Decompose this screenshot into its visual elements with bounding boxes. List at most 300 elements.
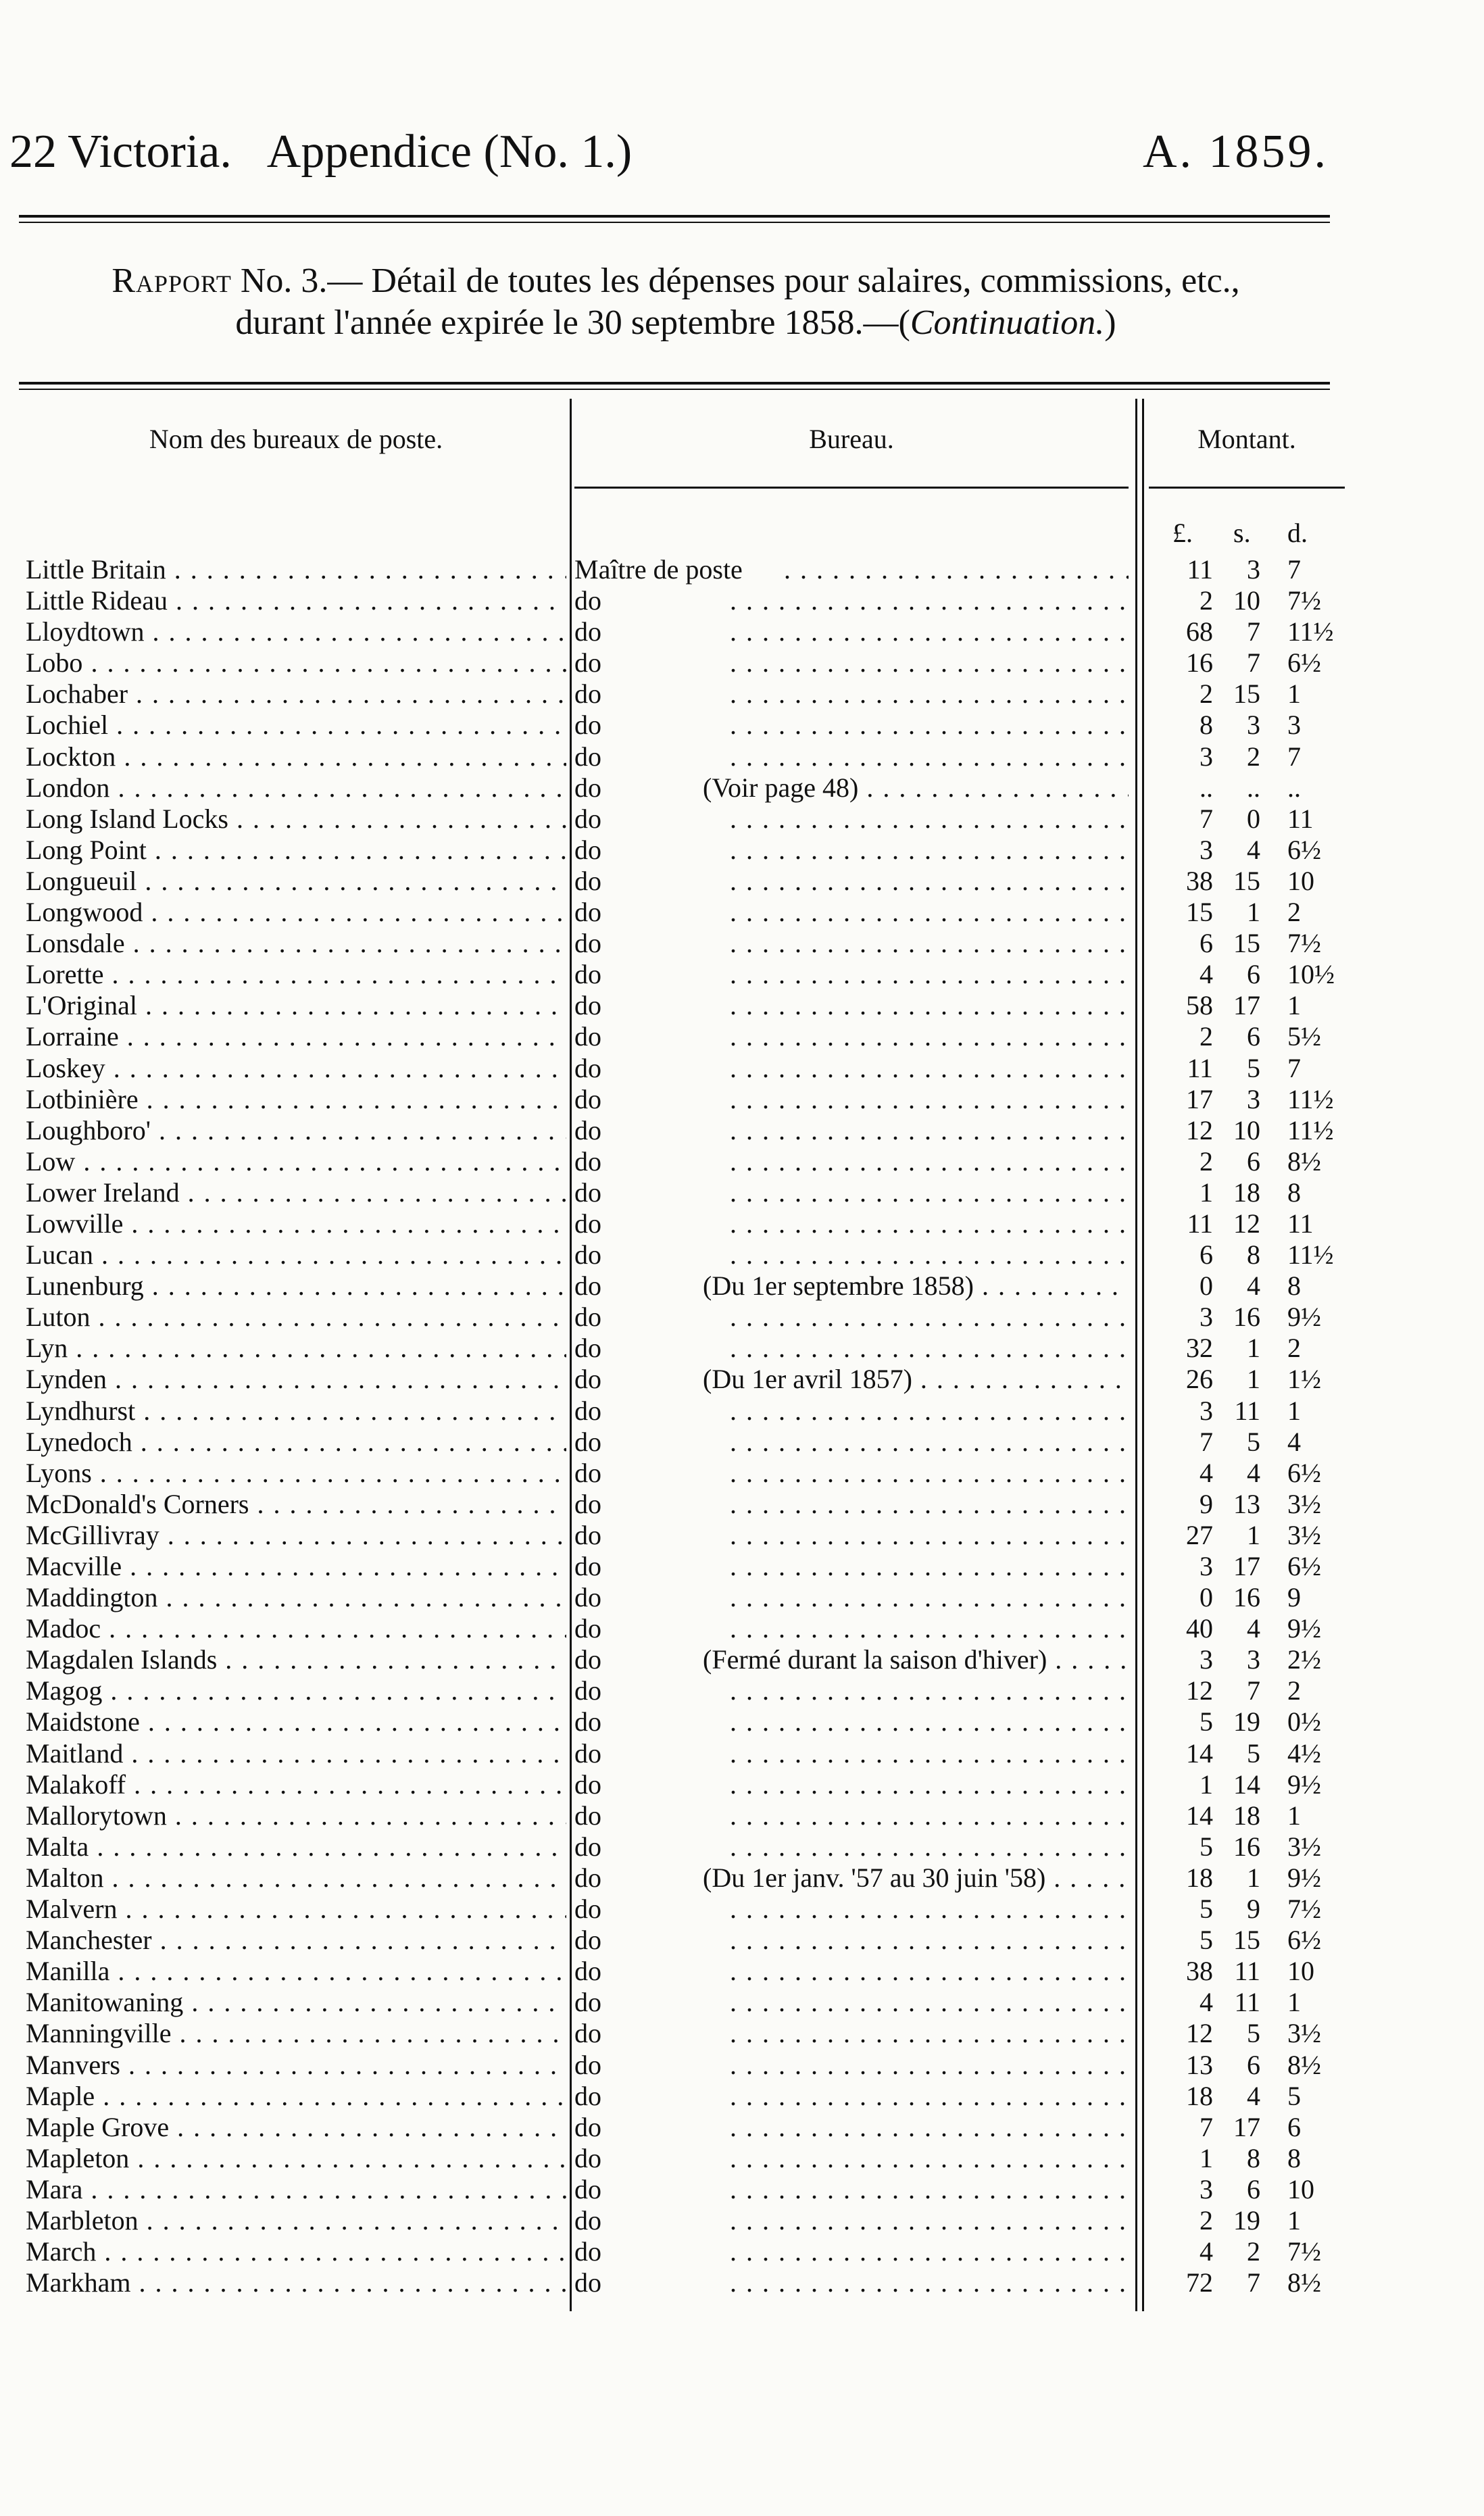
post-office-name: Magdalen Islands . . . xyxy=(26,1644,566,1675)
bureau-type: do xyxy=(574,834,601,865)
post-office-name: Lyons . . . xyxy=(26,1458,566,1489)
amount-shillings: 3 xyxy=(1247,554,1260,585)
post-office-name: Malton . . . xyxy=(26,1863,566,1894)
amount-pounds: 2 xyxy=(1199,1021,1213,1052)
bureau-note xyxy=(730,2205,1129,2236)
bureau-type: do xyxy=(574,1987,601,2018)
bureau-note xyxy=(730,928,1129,959)
bureau-type: do xyxy=(574,959,601,990)
amount-pence: 5 xyxy=(1287,2080,1301,2111)
table-row xyxy=(0,1021,1484,1052)
table-row xyxy=(0,1364,1484,1395)
amount-pence: 11 xyxy=(1287,803,1314,834)
amount-pounds: 38 xyxy=(1186,865,1213,896)
table-row xyxy=(0,679,1484,710)
table-row xyxy=(0,1925,1484,1956)
unit-shillings: s. xyxy=(1233,518,1251,548)
amount-pence: 8 xyxy=(1287,1271,1301,1302)
amount-pence: 1 xyxy=(1287,679,1301,710)
amount-shillings: 19 xyxy=(1233,1706,1260,1737)
amount-pounds: 12 xyxy=(1186,2018,1213,2049)
amount-shillings: 5 xyxy=(1247,1426,1260,1457)
amount-pence: 5½ xyxy=(1287,1021,1321,1052)
amount-pence: 6½ xyxy=(1287,1457,1321,1488)
amount-pounds: 6 xyxy=(1199,928,1213,959)
post-office-name: Lochiel . . . xyxy=(26,710,566,741)
amount-shillings: 6 xyxy=(1247,2049,1260,2080)
amount-pence: 11 xyxy=(1287,1208,1314,1239)
title-line-1 xyxy=(14,260,1338,302)
post-office-name: Manchester . . . xyxy=(26,1925,566,1956)
bureau-note xyxy=(730,1021,1129,1052)
bureau-note xyxy=(730,2112,1129,2143)
amount-pounds: 32 xyxy=(1186,1333,1213,1364)
amount-shillings: 3 xyxy=(1247,1083,1260,1114)
table-row xyxy=(0,804,1484,835)
amount-pence: 1 xyxy=(1287,990,1301,1021)
bureau-note xyxy=(730,679,1129,710)
bureau-type: do xyxy=(574,647,601,679)
amount-pence: 11½ xyxy=(1287,1083,1334,1114)
post-office-name: Lunenburg . . . xyxy=(26,1271,566,1302)
amount-pence: 1 xyxy=(1287,1987,1301,2018)
table-row xyxy=(0,1956,1484,1987)
bureau-note xyxy=(730,1208,1129,1239)
post-office-name: Lloydtown . . . xyxy=(26,616,566,647)
amount-shillings: 18 xyxy=(1233,1800,1260,1831)
header-center: Appendice (No. 1.) xyxy=(266,126,633,178)
amount-shillings: 5 xyxy=(1247,1052,1260,1083)
bureau-note xyxy=(730,804,1129,835)
post-office-name: L'Original . . . xyxy=(26,990,566,1021)
post-office-name: Mara . . . xyxy=(26,2174,566,2205)
table-row xyxy=(0,1115,1484,1146)
bureau-note: (Du 1er janv. '57 au 30 juin '58) . . . xyxy=(703,1863,1129,1894)
column-header-amount: Montant. xyxy=(1197,424,1296,454)
amount-pounds: 8 xyxy=(1199,710,1213,741)
amount-pence: 2 xyxy=(1287,1675,1301,1706)
post-office-name: Manningville . . . xyxy=(26,2018,566,2049)
amount-pence: 9 xyxy=(1287,1582,1301,1613)
table-row xyxy=(0,897,1484,928)
amount-shillings: 16 xyxy=(1233,1582,1260,1613)
table-row xyxy=(0,928,1484,959)
bureau-note xyxy=(730,1302,1129,1333)
table-row xyxy=(0,2081,1484,2112)
bureau-type: do xyxy=(574,2236,601,2267)
amount-pounds: 3 xyxy=(1199,2173,1213,2204)
amount-pence: 7½ xyxy=(1287,928,1321,959)
bureau-type: do xyxy=(574,585,601,616)
amount-shillings: 1 xyxy=(1247,1519,1260,1550)
post-office-name: Longueuil . . . xyxy=(26,866,566,897)
bureau-type: do xyxy=(574,1706,601,1737)
amount-shillings: 1 xyxy=(1247,1364,1260,1395)
post-office-name: Lobo . . . xyxy=(26,647,566,679)
post-office-name: Malvern . . . xyxy=(26,1894,566,1925)
bureau-type: do xyxy=(574,1364,601,1395)
bureau-note xyxy=(730,2050,1129,2081)
amount-shillings: 10 xyxy=(1233,585,1260,616)
post-office-name: Little Britain . . . xyxy=(26,554,566,585)
bureau-type: do xyxy=(574,2080,601,2111)
amount-pence: 8½ xyxy=(1287,2049,1321,2080)
bureau-type: do xyxy=(574,1644,601,1675)
table-row xyxy=(0,2050,1484,2081)
amount-pence: .. xyxy=(1287,772,1301,803)
amount-pounds: 18 xyxy=(1186,1862,1213,1893)
bureau-type: do xyxy=(574,1114,601,1145)
bureau-note xyxy=(730,1053,1129,1084)
post-office-name: Loskey . . . xyxy=(26,1053,566,1084)
amount-shillings: 15 xyxy=(1233,1925,1260,1956)
table-row xyxy=(0,1613,1484,1644)
table-top-rule xyxy=(19,382,1330,390)
amount-pence: 8 xyxy=(1287,1177,1301,1208)
amount-shillings: 6 xyxy=(1247,1021,1260,1052)
amount-shillings: 0 xyxy=(1247,803,1260,834)
bureau-type: do xyxy=(574,1426,601,1457)
bureau-type: do xyxy=(574,1177,601,1208)
table-row xyxy=(0,1738,1484,1769)
amount-pence: 7½ xyxy=(1287,585,1321,616)
table-row xyxy=(0,1831,1484,1863)
amount-pounds: 4 xyxy=(1199,2236,1213,2267)
post-office-name: Loughboro' . . . xyxy=(26,1115,566,1146)
table-row xyxy=(0,2018,1484,2049)
amount-shillings: 12 xyxy=(1233,1208,1260,1239)
amount-pounds: 40 xyxy=(1186,1613,1213,1644)
amount-pence: 1½ xyxy=(1287,1364,1321,1395)
table-row xyxy=(0,710,1484,741)
bureau-note xyxy=(730,1956,1129,1987)
amount-shillings: 5 xyxy=(1247,2018,1260,2049)
amount-shillings: 2 xyxy=(1247,2236,1260,2267)
bureau-type: do xyxy=(574,1021,601,1052)
bureau-type: do xyxy=(574,1862,601,1893)
post-office-name: Malta . . . xyxy=(26,1831,566,1863)
amount-pence: 4½ xyxy=(1287,1737,1321,1769)
amount-pence: 10 xyxy=(1287,2173,1314,2204)
bureau-note xyxy=(730,741,1129,772)
bureau-type: do xyxy=(574,1052,601,1083)
bureau-type: Maître de poste xyxy=(574,554,743,585)
table-row xyxy=(0,2143,1484,2174)
amount-shillings: 4 xyxy=(1247,1613,1260,1644)
bureau-note xyxy=(730,1084,1129,1115)
table-row xyxy=(0,1396,1484,1427)
title-line-2 xyxy=(14,302,1338,344)
amount-shillings: 1 xyxy=(1247,897,1260,928)
post-office-name: Lonsdale . . . xyxy=(26,928,566,959)
bureau-type: do xyxy=(574,1395,601,1426)
amount-pence: 6 xyxy=(1287,2111,1301,2142)
amount-pounds: 14 xyxy=(1186,1800,1213,1831)
post-office-name: Maple . . . xyxy=(26,2081,566,2112)
amount-pounds: 17 xyxy=(1186,1083,1213,1114)
bureau-note xyxy=(730,2236,1129,2267)
post-office-name: Maple Grove . . . xyxy=(26,2112,566,2143)
bureau-note xyxy=(730,1427,1129,1458)
amount-shillings: 1 xyxy=(1247,1862,1260,1893)
bureau-type: do xyxy=(574,616,601,647)
amount-pounds: 4 xyxy=(1199,1457,1213,1488)
amount-pence: 2 xyxy=(1287,1333,1301,1364)
amount-shillings: 14 xyxy=(1233,1769,1260,1800)
amount-pence: 3½ xyxy=(1287,1519,1321,1550)
amount-pounds: 68 xyxy=(1186,616,1213,647)
table-row xyxy=(0,835,1484,866)
title-continuation: Continuation. xyxy=(910,303,1105,342)
post-office-name: London . . . xyxy=(26,772,566,804)
amount-shillings: 4 xyxy=(1247,1457,1260,1488)
table-row xyxy=(0,554,1484,585)
amount-shillings: 19 xyxy=(1233,2204,1260,2236)
bureau-type: do xyxy=(574,1488,601,1519)
post-office-name: Luton . . . xyxy=(26,1302,566,1333)
amount-pounds: 1 xyxy=(1199,2142,1213,2173)
table-row xyxy=(0,1271,1484,1302)
post-office-name: Malakoff . . . xyxy=(26,1769,566,1800)
amount-pounds: 3 xyxy=(1199,834,1213,865)
amount-shillings: .. xyxy=(1247,772,1260,803)
amount-pounds: 26 xyxy=(1186,1364,1213,1395)
title-line-1-text: No. 3.— Détail de toutes les dépenses pour salaires, commissions, etc., xyxy=(240,262,1240,300)
amount-shillings: 18 xyxy=(1233,1177,1260,1208)
amount-pounds: 11 xyxy=(1187,1208,1213,1239)
table-row xyxy=(0,1333,1484,1364)
amount-pounds: 16 xyxy=(1186,647,1213,679)
table-row xyxy=(0,1458,1484,1489)
amount-shillings: 1 xyxy=(1247,1333,1260,1364)
post-office-name: Manilla . . . xyxy=(26,1956,566,1987)
amount-shillings: 6 xyxy=(1247,2173,1260,2204)
post-office-name: Macville . . . xyxy=(26,1551,566,1582)
bureau-note xyxy=(730,2018,1129,2049)
amount-pounds: 14 xyxy=(1186,1737,1213,1769)
post-office-name: Lynden . . . xyxy=(26,1364,566,1395)
table-row xyxy=(0,2267,1484,2298)
amount-pence: 10 xyxy=(1287,1956,1314,1987)
bureau-type: do xyxy=(574,803,601,834)
table-body xyxy=(0,554,1484,2298)
table-row xyxy=(0,772,1484,804)
header-underline-bureau xyxy=(574,487,1129,489)
bureau-note xyxy=(730,897,1129,928)
page-header xyxy=(0,115,1484,196)
table-row xyxy=(0,1706,1484,1737)
bureau-type: do xyxy=(574,897,601,928)
bureau-note xyxy=(730,1551,1129,1582)
title-line-2-end: ) xyxy=(1104,303,1116,342)
amount-pence: 1 xyxy=(1287,1800,1301,1831)
table-row xyxy=(0,1520,1484,1551)
bureau-note xyxy=(730,1520,1129,1551)
amount-pence: 10 xyxy=(1287,865,1314,896)
amount-pounds: 11 xyxy=(1187,1052,1213,1083)
bureau-note xyxy=(730,1146,1129,1177)
amount-shillings: 11 xyxy=(1234,1395,1260,1426)
amount-pounds: 1 xyxy=(1199,1177,1213,1208)
amount-shillings: 17 xyxy=(1233,990,1260,1021)
post-office-name: Maidstone . . . xyxy=(26,1706,566,1737)
post-office-name: Lyn . . . xyxy=(26,1333,566,1364)
table-row xyxy=(0,2205,1484,2236)
bureau-note xyxy=(730,1706,1129,1737)
bureau-note xyxy=(784,554,1129,585)
amount-shillings: 17 xyxy=(1233,2111,1260,2142)
bureau-type: do xyxy=(574,1302,601,1333)
bureau-type: do xyxy=(574,741,601,772)
amount-pence: 2½ xyxy=(1287,1644,1321,1675)
amount-shillings: 3 xyxy=(1247,710,1260,741)
amount-shillings: 15 xyxy=(1233,679,1260,710)
bureau-note xyxy=(730,1582,1129,1613)
post-office-name: Lotbinière . . . xyxy=(26,1084,566,1115)
amount-pounds: 7 xyxy=(1199,803,1213,834)
table-row xyxy=(0,1987,1484,2018)
title-label: Rapport xyxy=(112,262,232,300)
header-right: A. 1859. xyxy=(1142,126,1329,178)
bureau-type: do xyxy=(574,2267,601,2298)
post-office-name: Manvers . . . xyxy=(26,2050,566,2081)
amount-shillings: 4 xyxy=(1247,834,1260,865)
amount-pounds: 18 xyxy=(1186,2080,1213,2111)
amount-shillings: 4 xyxy=(1247,1271,1260,1302)
amount-pence: 1 xyxy=(1287,2204,1301,2236)
post-office-name: Maitland . . . xyxy=(26,1738,566,1769)
table-row xyxy=(0,1800,1484,1831)
amount-shillings: 7 xyxy=(1247,2267,1260,2298)
table-row xyxy=(0,1208,1484,1239)
post-office-name: Mallorytown . . . xyxy=(26,1800,566,1831)
post-office-name: Long Island Locks . . . xyxy=(26,804,566,835)
amount-pence: 0½ xyxy=(1287,1706,1321,1737)
table-row xyxy=(0,866,1484,897)
amount-pence: 3½ xyxy=(1287,2018,1321,2049)
amount-shillings: 10 xyxy=(1233,1114,1260,1145)
amount-pounds: 3 xyxy=(1199,1644,1213,1675)
table-row xyxy=(0,2112,1484,2143)
amount-pence: 3½ xyxy=(1287,1488,1321,1519)
amount-pence: 7 xyxy=(1287,1052,1301,1083)
amount-pounds: 15 xyxy=(1186,897,1213,928)
bureau-type: do xyxy=(574,1613,601,1644)
table-row xyxy=(0,1053,1484,1084)
unit-pence: d. xyxy=(1287,518,1308,548)
amount-pence: 7 xyxy=(1287,554,1301,585)
bureau-note xyxy=(730,1458,1129,1489)
amount-pounds: 0 xyxy=(1199,1582,1213,1613)
amount-pounds: 3 xyxy=(1199,1302,1213,1333)
bureau-note xyxy=(730,2174,1129,2205)
table-row xyxy=(0,1146,1484,1177)
bureau-note xyxy=(730,2143,1129,2174)
table-row xyxy=(0,1489,1484,1520)
amount-pence: 1 xyxy=(1287,1395,1301,1426)
post-office-name: Lowville . . . xyxy=(26,1208,566,1239)
bureau-type: do xyxy=(574,1831,601,1862)
amount-pence: 3 xyxy=(1287,710,1301,741)
post-office-name: Long Point . . . xyxy=(26,835,566,866)
header-underline-amount xyxy=(1149,487,1345,489)
amount-shillings: 2 xyxy=(1247,741,1260,772)
bureau-type: do xyxy=(574,2111,601,2142)
bureau-type: do xyxy=(574,1925,601,1956)
amount-pounds: .. xyxy=(1199,772,1213,803)
amount-shillings: 11 xyxy=(1234,1987,1260,2018)
table-row xyxy=(0,1302,1484,1333)
report-title xyxy=(14,260,1338,344)
bureau-note xyxy=(730,2081,1129,2112)
table-row xyxy=(0,1675,1484,1706)
amount-pounds: 6 xyxy=(1199,1239,1213,1271)
amount-pence: 9½ xyxy=(1287,1769,1321,1800)
amount-pence: 8½ xyxy=(1287,2267,1321,2298)
amount-pence: 11½ xyxy=(1287,1239,1334,1271)
table-row xyxy=(0,1582,1484,1613)
header-rule xyxy=(19,215,1330,223)
post-office-name: Marbleton . . . xyxy=(26,2205,566,2236)
post-office-name: Lucan . . . xyxy=(26,1239,566,1271)
post-office-name: Manitowaning . . . xyxy=(26,1987,566,2018)
amount-pounds: 38 xyxy=(1186,1956,1213,1987)
amount-shillings: 7 xyxy=(1247,1675,1260,1706)
bureau-note xyxy=(730,1613,1129,1644)
post-office-name: Markham . . . xyxy=(26,2267,566,2298)
amount-pence: 11½ xyxy=(1287,1114,1334,1145)
table-row xyxy=(0,1894,1484,1925)
post-office-name: Magog . . . xyxy=(26,1675,566,1706)
bureau-type: do xyxy=(574,865,601,896)
bureau-type: do xyxy=(574,1208,601,1239)
table-row xyxy=(0,2236,1484,2267)
amount-pounds: 9 xyxy=(1199,1488,1213,1519)
amount-shillings: 9 xyxy=(1247,1894,1260,1925)
bureau-note xyxy=(730,1489,1129,1520)
amount-pence: 3½ xyxy=(1287,1831,1321,1862)
amount-pounds: 7 xyxy=(1199,1426,1213,1457)
amount-pounds: 3 xyxy=(1199,741,1213,772)
table-row xyxy=(0,1239,1484,1271)
table-row xyxy=(0,616,1484,647)
post-office-name: Lynedoch . . . xyxy=(26,1427,566,1458)
amount-shillings: 15 xyxy=(1233,928,1260,959)
post-office-name: Mapleton . . . xyxy=(26,2143,566,2174)
currency-units xyxy=(1172,517,1338,551)
amount-pence: 6½ xyxy=(1287,1551,1321,1581)
bureau-note xyxy=(730,1800,1129,1831)
post-office-name: Lochaber . . . xyxy=(26,679,566,710)
bureau-note xyxy=(730,959,1129,990)
post-office-name: Lockton . . . xyxy=(26,741,566,772)
amount-shillings: 8 xyxy=(1247,2142,1260,2173)
bureau-note xyxy=(730,1675,1129,1706)
table-row xyxy=(0,647,1484,679)
bureau-note xyxy=(730,710,1129,741)
amount-shillings: 7 xyxy=(1247,647,1260,679)
bureau-type: do xyxy=(574,990,601,1021)
amount-shillings: 8 xyxy=(1247,1239,1260,1271)
bureau-type: do xyxy=(574,2018,601,2049)
amount-pence: 9½ xyxy=(1287,1302,1321,1333)
amount-pence: 8 xyxy=(1287,2142,1301,2173)
column-header-bureau: Bureau. xyxy=(809,424,894,454)
amount-shillings: 7 xyxy=(1247,616,1260,647)
amount-pounds: 2 xyxy=(1199,2204,1213,2236)
unit-pounds: £. xyxy=(1172,518,1193,548)
amount-pounds: 12 xyxy=(1186,1114,1213,1145)
